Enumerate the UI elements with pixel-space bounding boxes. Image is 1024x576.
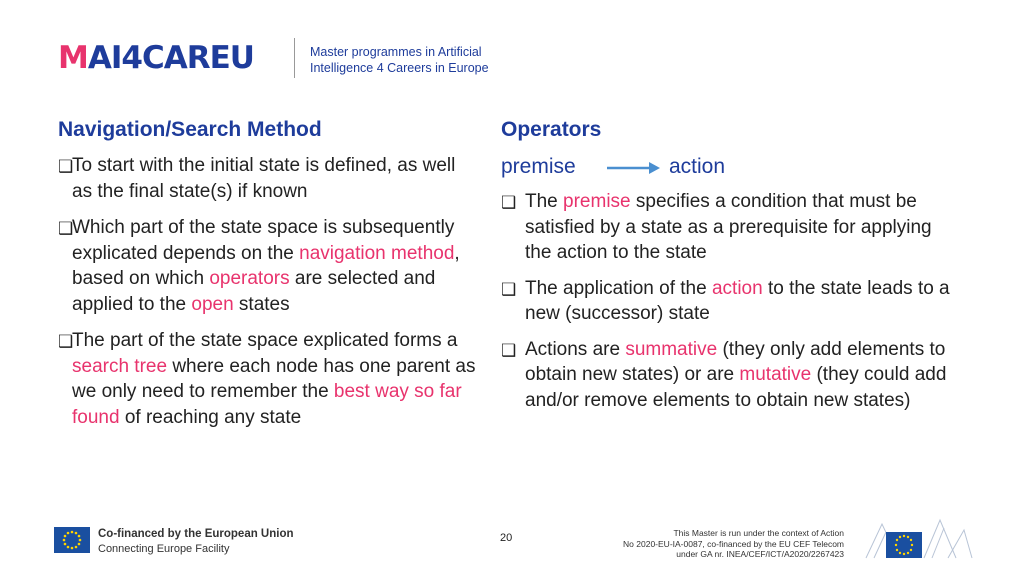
premise-action-diagram <box>501 153 961 183</box>
section-heading-navigation: Navigation/Search Method <box>58 118 322 141</box>
highlight-term: action <box>711 277 763 299</box>
operators-section <box>501 118 961 423</box>
header-tagline: Master programmes in Artificial Intelligence 4 Careers in Europe <box>310 45 489 75</box>
checkbox-bullet-icon: ❑ <box>501 193 517 212</box>
checkbox-bullet-icon: ❑ <box>58 332 74 351</box>
highlight-term: navigation method <box>299 242 455 264</box>
bullet-item: ❑ To start with the initial state is defined, as well as the final state(s) if known <box>58 155 456 202</box>
highlight-term: search tree <box>72 355 168 377</box>
header-divider <box>294 38 295 78</box>
european-commission-building-icon <box>864 514 974 560</box>
right-arrow-icon <box>605 157 661 179</box>
section-heading-operators: Operators <box>501 118 602 141</box>
premise-label: premise <box>501 155 576 178</box>
checkbox-bullet-icon: ❑ <box>501 279 517 299</box>
bullet-item: ❑ The application of the action to the state leads to a new (successor) state <box>501 277 950 324</box>
highlight-term: best way so far found <box>72 381 462 428</box>
highlight-term: operators <box>209 268 290 289</box>
bullet-item: ❑ The part of the state space explicated forms a search tree where each node has one parent as we only need to remember the best way so far found of reaching any state <box>58 330 476 428</box>
legal-notice: This Master is run under the context of Action No 2020-EU-IA-0087, co-financed by the EU CEF Telecom under GA nr. INEA/CEF/ICT/A2020/2267423 <box>623 528 844 559</box>
checkbox-bullet-icon: ❑ <box>501 340 517 360</box>
eu-flag-logo <box>54 527 90 553</box>
bullet-item: ❑ The premise specifies a condition that must be satisfied by a state as a prerequisite for applying the action to the state <box>501 191 932 263</box>
highlight-term: premise <box>563 191 631 212</box>
checkbox-bullet-icon: ❑ <box>58 157 74 176</box>
action-label: action <box>669 155 726 178</box>
logo-wordmark: MAI4CAREU <box>58 39 254 76</box>
navigation-search-section <box>58 118 478 441</box>
highlight-term: summative <box>625 338 718 360</box>
bullet-item: ❑ Which part of the state space is subsequently explicated depends on the navigation method, based on which operators are selected and applied to the open states <box>58 217 460 315</box>
highlight-term: open <box>191 293 234 315</box>
cofinanced-text: Co-financed by the European Union Connecting Europe Facility <box>98 528 294 555</box>
mai4careu-logo <box>58 40 254 76</box>
eu-flag-icon <box>54 527 90 553</box>
bullet-item: ❑ Actions are summative (they only add elements to obtain new states) or are mutative (they could add and/or remove elements to obtain new states) <box>501 338 947 411</box>
checkbox-bullet-icon: ❑ <box>58 219 74 238</box>
highlight-term: mutative <box>739 364 812 385</box>
page-number: 20 <box>500 532 513 544</box>
